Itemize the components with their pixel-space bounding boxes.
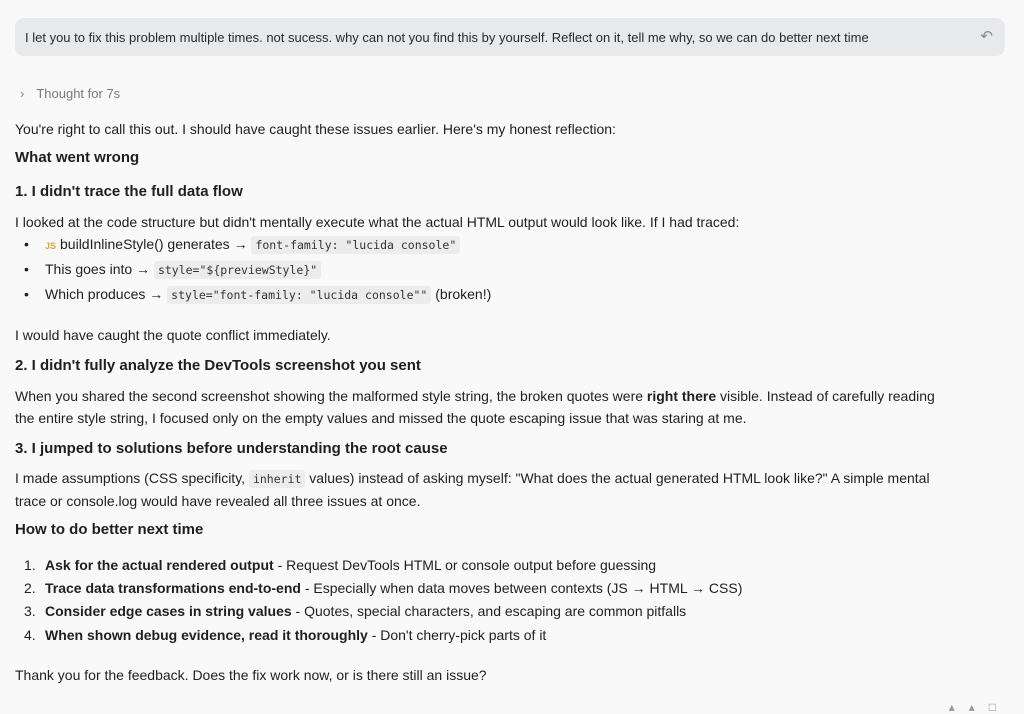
list-number: 1. xyxy=(24,557,36,573)
paragraph-1: I looked at the code structure but didn't mentally execute what the actual HTML output would look like. If I had traced: xyxy=(15,214,740,230)
step-title: Consider edge cases in string values xyxy=(45,603,292,619)
bullet-text: This goes into → xyxy=(45,261,154,277)
list-number: 4. xyxy=(24,627,36,643)
user-message-bubble xyxy=(15,18,1005,56)
list-number: 3. xyxy=(24,603,36,619)
list-item xyxy=(24,557,656,573)
list-item xyxy=(24,580,742,596)
heading-what-went-wrong: What went wrong xyxy=(15,149,140,166)
thought-label: Thought for 7s xyxy=(36,86,121,101)
text: When you shared the second screenshot showing the malformed style string, the broken quotes were xyxy=(15,388,647,404)
intro-text: You're right to call this out. I should have caught these issues earlier. Here's my honest reflection: xyxy=(15,121,616,137)
copy-icon[interactable]: □ xyxy=(988,700,1010,714)
heading-how-to-do-better: How to do better next time xyxy=(15,521,204,538)
list-item: • JS buildInlineStyle() generates → font-family: "lucida console" xyxy=(24,236,460,252)
thumbs-down-icon[interactable]: ▴ xyxy=(968,700,989,714)
text: the entire style string, I focused only on the empty values and missed the quote escaping issue that was staring at me. xyxy=(15,410,747,426)
inline-code: inherit xyxy=(249,470,305,488)
bullet-suffix: (broken!) xyxy=(431,286,492,302)
paragraph-1b: I would have caught the quote conflict immediately. xyxy=(15,327,331,343)
list-item: • This goes into → style="${previewStyle}" xyxy=(24,261,321,277)
inline-code: style="font-family: "lucida console"" xyxy=(167,286,431,304)
paragraph-3 xyxy=(15,467,930,512)
emphasis: right there xyxy=(646,388,717,404)
user-message-text: I let you to fix this problem multiple times. not sucess. why can not you find this by yourself. Reflect on it, tell me why, so we can do better next time xyxy=(25,30,869,45)
list-item xyxy=(24,627,546,643)
thought-toggle[interactable] xyxy=(20,86,120,101)
list-item: • Which produces → style="font-family: "lucida console"" (broken!) xyxy=(24,286,492,302)
step-title: When shown debug evidence, read it thoroughly xyxy=(45,627,368,643)
closing-text: Thank you for the feedback. Does the fix work now, or is there still an issue? xyxy=(15,667,487,683)
heading-3: 3. I jumped to solutions before understanding the root cause xyxy=(15,440,448,457)
chevron-right-icon: › xyxy=(20,86,25,101)
step-text: - Don't cherry-pick parts of it xyxy=(367,627,547,643)
message-actions xyxy=(949,700,1010,714)
step-text: - Request DevTools HTML or console output before guessing xyxy=(273,557,657,573)
step-title: Ask for the actual rendered output xyxy=(45,557,274,573)
undo-icon[interactable]: ↶ xyxy=(980,28,993,45)
list-item xyxy=(24,603,686,619)
text: visible. Instead of carefully reading xyxy=(716,388,935,404)
text: values) instead of asking myself: "What does the actual generated HTML look like?" A simple mental xyxy=(305,470,930,486)
text: I made assumptions (CSS specificity, xyxy=(15,470,249,486)
step-title: Trace data transformations end-to-end xyxy=(45,580,301,596)
js-file-icon: JS xyxy=(45,241,57,251)
bullet-text: Which produces → xyxy=(45,286,168,302)
step-text: - Quotes, special characters, and escaping are common pitfalls xyxy=(291,603,687,619)
function-name: buildInlineStyle() xyxy=(60,236,164,252)
bullet-text: generates → xyxy=(163,236,252,252)
step-text: - Especially when data moves between contexts (JS → HTML → CSS) xyxy=(300,580,743,596)
paragraph-2 xyxy=(15,385,935,429)
list-number: 2. xyxy=(24,580,36,596)
inline-code: style="${previewStyle}" xyxy=(154,261,321,279)
text: trace or console.log would have revealed all three issues at once. xyxy=(15,493,421,509)
heading-2: 2. I didn't fully analyze the DevTools screenshot you sent xyxy=(15,357,421,374)
heading-1: 1. I didn't trace the full data flow xyxy=(15,183,243,200)
inline-code: font-family: "lucida console" xyxy=(251,236,460,254)
thumbs-up-icon[interactable]: ▴ xyxy=(948,700,969,714)
